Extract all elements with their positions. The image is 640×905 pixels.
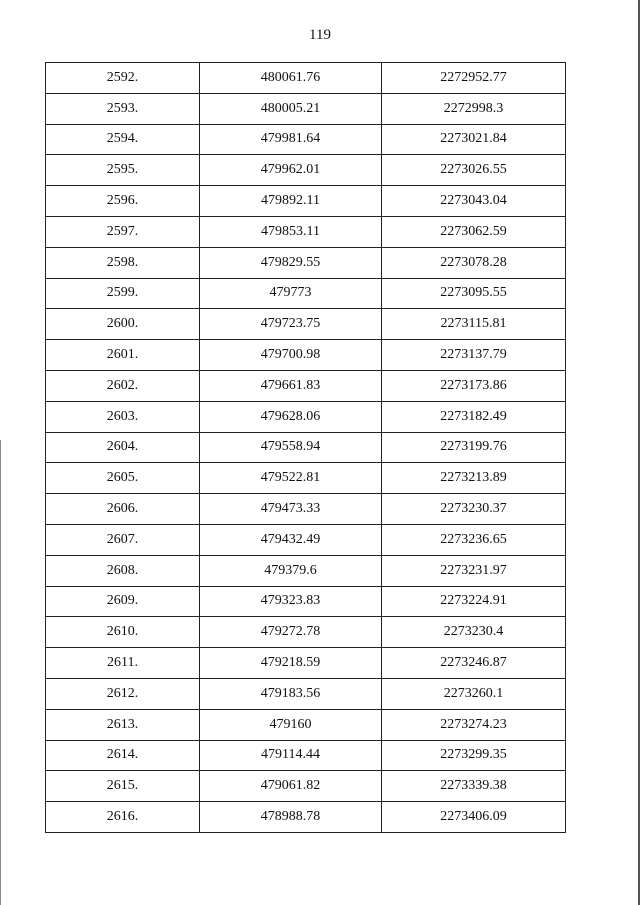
x-coordinate-cell: 479829.55 [200, 247, 382, 278]
x-coordinate-cell: 480005.21 [200, 93, 382, 124]
x-coordinate-cell: 479061.82 [200, 771, 382, 802]
point-number-cell: 2609. [46, 586, 200, 617]
y-coordinate-cell: 2273062.59 [382, 216, 566, 247]
table-row [46, 648, 566, 679]
y-coordinate-cell: 2273246.87 [382, 648, 566, 679]
table-row [46, 93, 566, 124]
x-coordinate-cell: 479723.75 [200, 309, 382, 340]
y-coordinate-cell: 2273260.1 [382, 678, 566, 709]
y-coordinate-cell: 2272998.3 [382, 93, 566, 124]
point-number-cell: 2597. [46, 216, 200, 247]
table-row [46, 155, 566, 186]
table-row [46, 617, 566, 648]
point-number-cell: 2607. [46, 524, 200, 555]
y-coordinate-cell: 2273406.09 [382, 802, 566, 833]
y-coordinate-cell: 2272952.77 [382, 63, 566, 94]
x-coordinate-cell: 479432.49 [200, 524, 382, 555]
x-coordinate-cell: 479473.33 [200, 494, 382, 525]
point-number-cell: 2596. [46, 186, 200, 217]
table-row [46, 432, 566, 463]
table-row [46, 124, 566, 155]
x-coordinate-cell: 479183.56 [200, 678, 382, 709]
table-row [46, 524, 566, 555]
table-row [46, 555, 566, 586]
table-row [46, 186, 566, 217]
y-coordinate-cell: 2273213.89 [382, 463, 566, 494]
y-coordinate-cell: 2273274.23 [382, 709, 566, 740]
x-coordinate-cell: 479218.59 [200, 648, 382, 679]
x-coordinate-cell: 479114.44 [200, 740, 382, 771]
table-row [46, 494, 566, 525]
x-coordinate-cell: 479160 [200, 709, 382, 740]
table-row [46, 463, 566, 494]
point-number-cell: 2610. [46, 617, 200, 648]
point-number-cell: 2601. [46, 340, 200, 371]
point-number-cell: 2593. [46, 93, 200, 124]
x-coordinate-cell: 479981.64 [200, 124, 382, 155]
y-coordinate-cell: 2273236.65 [382, 524, 566, 555]
table-row [46, 586, 566, 617]
point-number-cell: 2615. [46, 771, 200, 802]
x-coordinate-cell: 479379.6 [200, 555, 382, 586]
y-coordinate-cell: 2273095.55 [382, 278, 566, 309]
y-coordinate-cell: 2273224.91 [382, 586, 566, 617]
point-number-cell: 2595. [46, 155, 200, 186]
coordinates-table [45, 62, 566, 833]
y-coordinate-cell: 2273021.84 [382, 124, 566, 155]
table-row [46, 771, 566, 802]
y-coordinate-cell: 2273182.49 [382, 401, 566, 432]
point-number-cell: 2598. [46, 247, 200, 278]
y-coordinate-cell: 2273043.04 [382, 186, 566, 217]
point-number-cell: 2605. [46, 463, 200, 494]
y-coordinate-cell: 2273137.79 [382, 340, 566, 371]
point-number-cell: 2606. [46, 494, 200, 525]
y-coordinate-cell: 2273078.28 [382, 247, 566, 278]
x-coordinate-cell: 480061.76 [200, 63, 382, 94]
y-coordinate-cell: 2273299.35 [382, 740, 566, 771]
point-number-cell: 2611. [46, 648, 200, 679]
x-coordinate-cell: 479522.81 [200, 463, 382, 494]
x-coordinate-cell: 479628.06 [200, 401, 382, 432]
x-coordinate-cell: 479700.98 [200, 340, 382, 371]
x-coordinate-cell: 478988.78 [200, 802, 382, 833]
y-coordinate-cell: 2273026.55 [382, 155, 566, 186]
y-coordinate-cell: 2273231.97 [382, 555, 566, 586]
table-row [46, 216, 566, 247]
point-number-cell: 2592. [46, 63, 200, 94]
point-number-cell: 2594. [46, 124, 200, 155]
point-number-cell: 2613. [46, 709, 200, 740]
point-number-cell: 2599. [46, 278, 200, 309]
scan-edge-left [0, 440, 1, 905]
table-row [46, 709, 566, 740]
y-coordinate-cell: 2273230.4 [382, 617, 566, 648]
x-coordinate-cell: 479773 [200, 278, 382, 309]
coordinates-table-body [46, 63, 566, 833]
y-coordinate-cell: 2273115.81 [382, 309, 566, 340]
x-coordinate-cell: 479962.01 [200, 155, 382, 186]
y-coordinate-cell: 2273339.38 [382, 771, 566, 802]
point-number-cell: 2600. [46, 309, 200, 340]
x-coordinate-cell: 479323.83 [200, 586, 382, 617]
y-coordinate-cell: 2273173.86 [382, 370, 566, 401]
table-row [46, 309, 566, 340]
point-number-cell: 2608. [46, 555, 200, 586]
point-number-cell: 2612. [46, 678, 200, 709]
table-row [46, 63, 566, 94]
page-number: 119 [309, 27, 331, 43]
table-row [46, 740, 566, 771]
y-coordinate-cell: 2273199.76 [382, 432, 566, 463]
x-coordinate-cell: 479661.83 [200, 370, 382, 401]
point-number-cell: 2616. [46, 802, 200, 833]
point-number-cell: 2604. [46, 432, 200, 463]
x-coordinate-cell: 479892.11 [200, 186, 382, 217]
table-row [46, 278, 566, 309]
point-number-cell: 2602. [46, 370, 200, 401]
x-coordinate-cell: 479558.94 [200, 432, 382, 463]
table-row [46, 247, 566, 278]
table-row [46, 802, 566, 833]
table-row [46, 340, 566, 371]
table-row [46, 370, 566, 401]
point-number-cell: 2614. [46, 740, 200, 771]
point-number-cell: 2603. [46, 401, 200, 432]
table-row [46, 401, 566, 432]
y-coordinate-cell: 2273230.37 [382, 494, 566, 525]
x-coordinate-cell: 479272.78 [200, 617, 382, 648]
x-coordinate-cell: 479853.11 [200, 216, 382, 247]
table-row [46, 678, 566, 709]
